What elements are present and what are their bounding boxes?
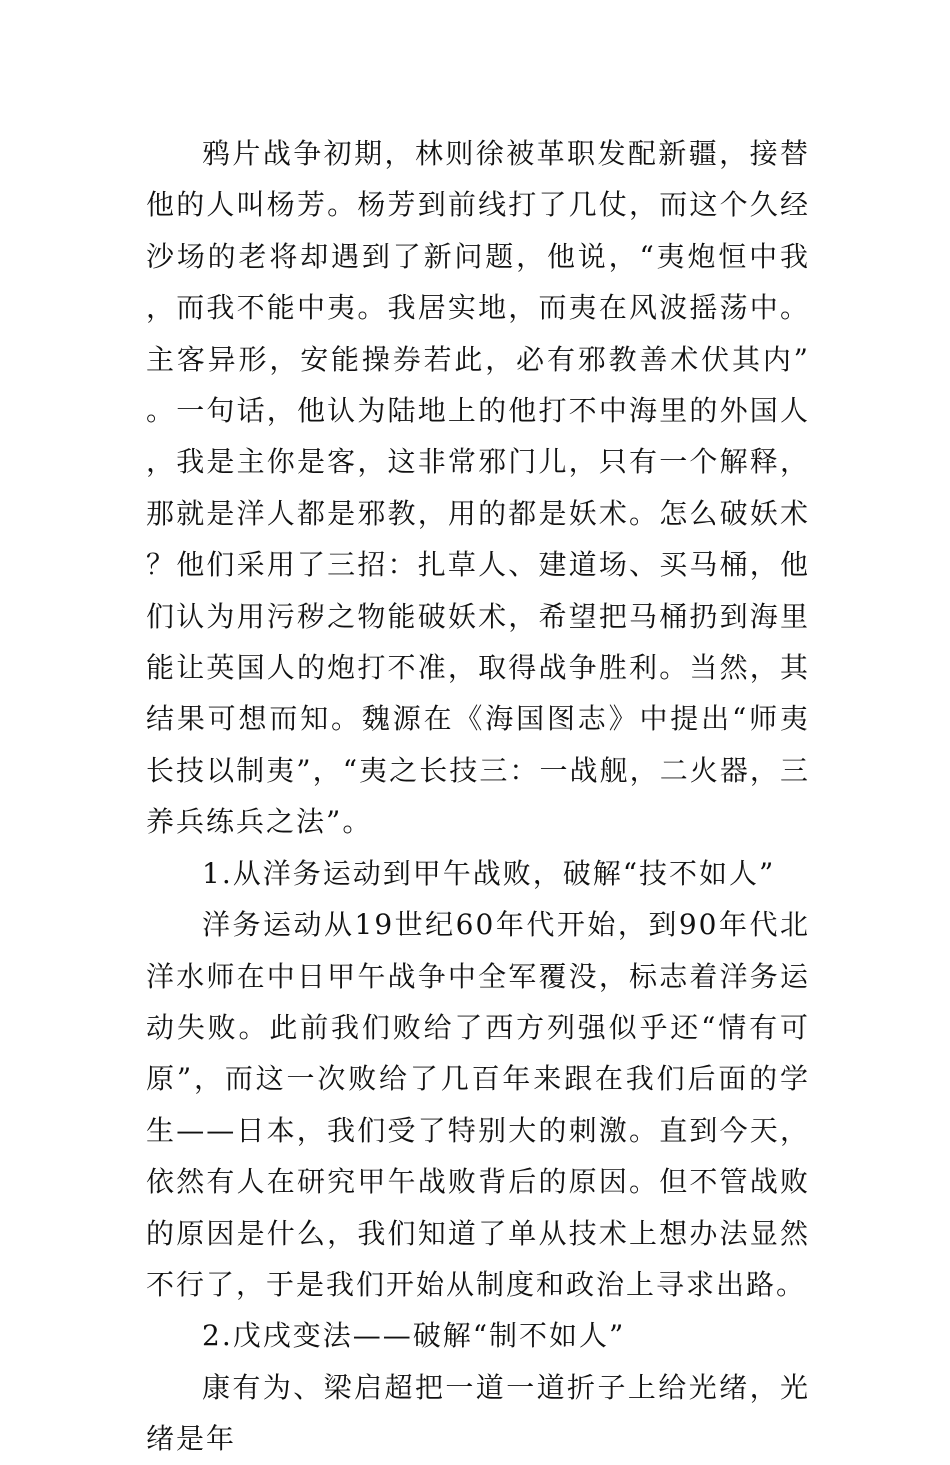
paragraph-opium-war: 鸦片战争初期，林则徐被革职发配新疆，接替他的人叫杨芳。杨芳到前线打了几仗，而这个久经沙场的老将却遇到了新问题，他说，“夷炮恒中我，而我不能中夷。我居实地，而夷在风波摇荡中。主客异形，安能操券若此，必有邪教善术伏其内”。一句话，他认为陆地上的他打不中海里的外国人，我是主你是客，这非常邪门儿，只有一个解释，那就是洋人都是邪教，用的都是妖术。怎么破妖术？他们采用了三招：扎草人、建道场、买马桶，他们认为用污秽之物能破妖术，希望把马桶扔到海里能让英国人的炮打不准，取得战争胜利。当然，其结果可想而知。魏源在《海国图志》中提出“师夷长技以制夷”，“夷之长技三：一战舰，二火器，三养兵练兵之法”。 (146, 137, 810, 839)
paragraph-reform: 康有为、梁启超把一道一道折子上给光绪，光绪是年 (146, 1370, 810, 1456)
section-heading-2: 2.戊戌变法——破解“制不如人” (202, 1319, 626, 1353)
document-body (146, 128, 810, 1465)
section-heading-1: 1.从洋务运动到甲午战败，破解“技不如人” (202, 856, 776, 890)
paragraph-westernization: 洋务运动从19世纪60年代开始，到90年代北洋水师在中日甲午战争中全军覆没，标志着洋务运动失败。此前我们败给了西方列强似乎还“情有可原”，而这一次败给了几百年来跟在我们后面的学生——日本，我们受了特别大的刺激。直到今天，依然有人在研究甲午战败背后的原因。但不管战败的原因是什么，我们知道了单从技术上想办法显然不行了，于是我们开始从制度和政治上寻求出路。 (146, 908, 810, 1301)
